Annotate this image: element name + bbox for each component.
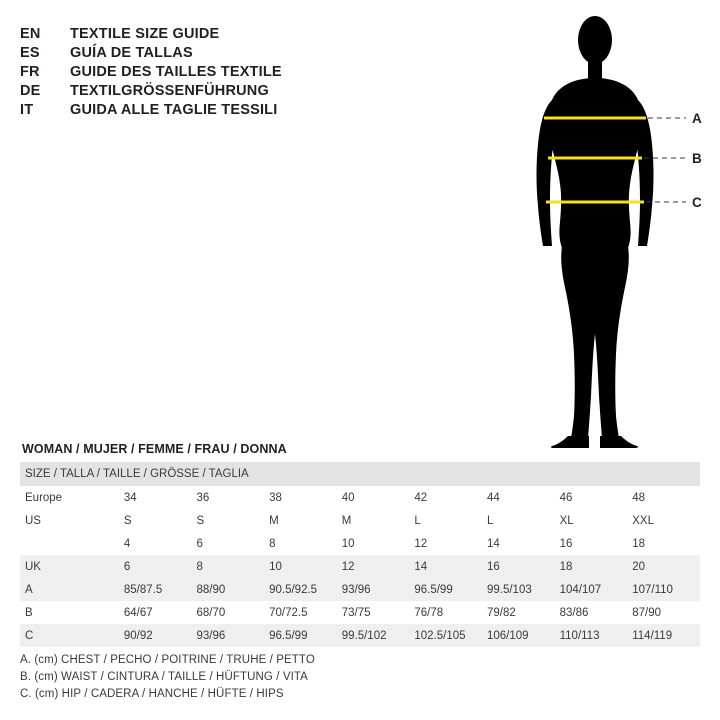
- table-row: [20, 509, 700, 532]
- cell: 36: [191, 486, 264, 509]
- cell: 18: [555, 555, 628, 578]
- cell: 6: [191, 532, 264, 555]
- cell: 114/119: [627, 624, 700, 647]
- title-text-de: TEXTILGRÖSSENFÜHRUNG: [70, 83, 269, 99]
- table-header-label: SIZE / TALLA / TAILLE / GRÖSSE / TAGLIA: [20, 462, 700, 486]
- cell: 90.5/92.5: [264, 578, 337, 601]
- legend-line-b: B. (cm) WAIST / CINTURA / TAILLE / HÜFTUNG / VITA: [20, 671, 308, 683]
- cell: L: [482, 509, 555, 532]
- table-row: [20, 578, 700, 601]
- title-row: [20, 64, 490, 80]
- title-row: [20, 102, 490, 118]
- cell: 102.5/105: [409, 624, 482, 647]
- cell: 46: [555, 486, 628, 509]
- table-row: [20, 486, 700, 509]
- cell: 64/67: [119, 601, 192, 624]
- marker-label-a: A: [692, 111, 702, 126]
- female-body-figure: [500, 8, 715, 448]
- cell: 73/75: [337, 601, 410, 624]
- row-label: UK: [20, 555, 119, 578]
- table-row: [20, 555, 700, 578]
- legend-line-c: C. (cm) HIP / CADERA / HANCHE / HÜFTE / HIPS: [20, 688, 284, 700]
- cell: 40: [337, 486, 410, 509]
- cell: 48: [627, 486, 700, 509]
- size-table-block: [20, 440, 700, 647]
- title-text-es: GUÍA DE TALLAS: [70, 45, 193, 61]
- cell: 20: [627, 555, 700, 578]
- cell: 96.5/99: [264, 624, 337, 647]
- cell: 99.5/102: [337, 624, 410, 647]
- row-label: C: [20, 624, 119, 647]
- table-caption: WOMAN / MUJER / FEMME / FRAU / DONNA: [22, 442, 287, 456]
- cell: M: [337, 509, 410, 532]
- body-silhouette: [537, 16, 654, 448]
- table-row: [20, 601, 700, 624]
- cell: 107/110: [627, 578, 700, 601]
- cell: 93/96: [337, 578, 410, 601]
- row-label: [20, 532, 119, 555]
- marker-label-c: C: [692, 195, 702, 210]
- cell: 42: [409, 486, 482, 509]
- cell: 110/113: [555, 624, 628, 647]
- title-lang-de: DE: [20, 83, 41, 99]
- cell: 6: [119, 555, 192, 578]
- cell: 14: [409, 555, 482, 578]
- cell: 90/92: [119, 624, 192, 647]
- legend-line-a: A. (cm) CHEST / PECHO / POITRINE / TRUHE / PETTO: [20, 654, 315, 666]
- cell: 44: [482, 486, 555, 509]
- row-label: A: [20, 578, 119, 601]
- cell: 83/86: [555, 601, 628, 624]
- cell: 10: [337, 532, 410, 555]
- cell: XL: [555, 509, 628, 532]
- cell: 104/107: [555, 578, 628, 601]
- title-text-it: GUIDA ALLE TAGLIE TESSILI: [70, 102, 278, 118]
- cell: 8: [191, 555, 264, 578]
- cell: 18: [627, 532, 700, 555]
- cell: 87/90: [627, 601, 700, 624]
- cell: S: [191, 509, 264, 532]
- cell: S: [119, 509, 192, 532]
- marker-label-b: B: [692, 151, 702, 166]
- cell: 76/78: [409, 601, 482, 624]
- cell: 12: [337, 555, 410, 578]
- cell: 88/90: [191, 578, 264, 601]
- cell: 4: [119, 532, 192, 555]
- cell: M: [264, 509, 337, 532]
- cell: 93/96: [191, 624, 264, 647]
- table-row: [20, 532, 700, 555]
- title-lang-es: ES: [20, 45, 40, 61]
- cell: 16: [555, 532, 628, 555]
- cell: L: [409, 509, 482, 532]
- cell: 8: [264, 532, 337, 555]
- cell: 16: [482, 555, 555, 578]
- cell: 34: [119, 486, 192, 509]
- title-text-fr: GUIDE DES TAILLES TEXTILE: [70, 64, 282, 80]
- cell: 70/72.5: [264, 601, 337, 624]
- row-label: Europe: [20, 486, 119, 509]
- row-label: B: [20, 601, 119, 624]
- title-lang-it: IT: [20, 102, 34, 118]
- cell: 38: [264, 486, 337, 509]
- title-row: [20, 83, 490, 99]
- title-block: [20, 26, 490, 121]
- cell: 14: [482, 532, 555, 555]
- measurement-legend: [20, 652, 620, 703]
- cell: 99.5/103: [482, 578, 555, 601]
- table-header-row: [20, 462, 700, 486]
- cell: 106/109: [482, 624, 555, 647]
- title-text-en: TEXTILE SIZE GUIDE: [70, 26, 220, 42]
- cell: XXL: [627, 509, 700, 532]
- cell: 68/70: [191, 601, 264, 624]
- cell: 96.5/99: [409, 578, 482, 601]
- row-label: US: [20, 509, 119, 532]
- cell: 12: [409, 532, 482, 555]
- title-lang-en: EN: [20, 26, 41, 42]
- title-row: [20, 26, 490, 42]
- cell: 10: [264, 555, 337, 578]
- table-row: [20, 624, 700, 647]
- size-table: [20, 462, 700, 647]
- cell: 79/82: [482, 601, 555, 624]
- cell: 85/87.5: [119, 578, 192, 601]
- title-row: [20, 45, 490, 61]
- title-lang-fr: FR: [20, 64, 40, 80]
